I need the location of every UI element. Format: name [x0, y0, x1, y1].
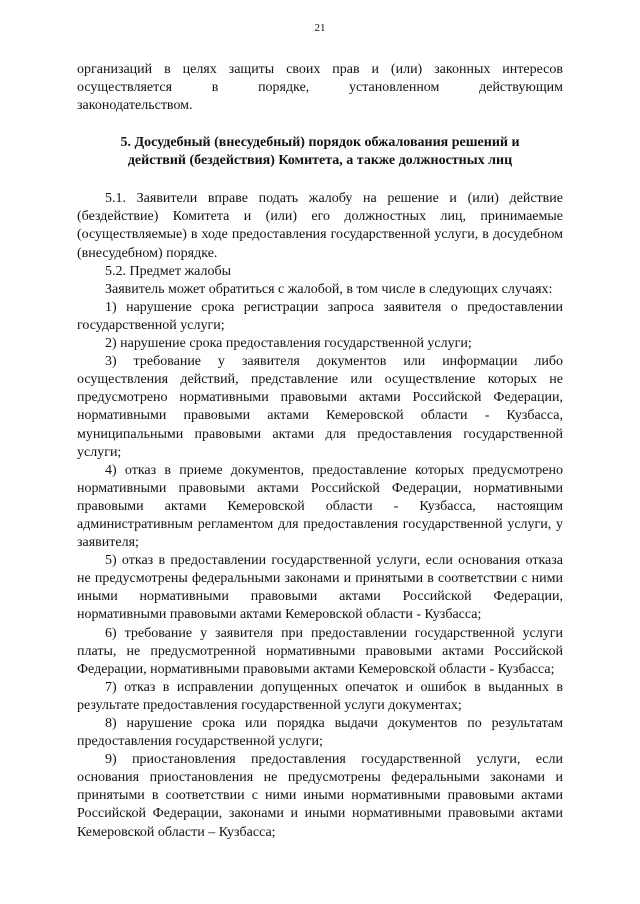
intro-line-2: осуществляется в порядке, установленном действующим: [77, 80, 563, 96]
list-item-1: 1) нарушение срока регистрации запроса заявителя о предоставлении государственной услуги;: [77, 299, 563, 333]
list-item-4: 4) отказ в приеме документов, предоставление которых предусмотрено нормативными правовыми актами Российской Федерации, нормативными правовыми актами Кемеровской области - Кузбасса, настоящим административным регламентом для предоставления государственной услуги, у заявителя;: [77, 462, 563, 551]
list-item-7: 7) отказ в исправлении допущенных опечаток и ошибок в выданных в результате предоставления государственной услуги документах;: [77, 679, 563, 713]
section-heading: [77, 134, 563, 170]
list-item-9: 9) приостановления предоставления государственной услуги, если основания приостановления не предусмотрены федеральными законами и принятыми в соответствии с ними иными нормативными правовыми актами Российской Федерации, законами и иными нормативными правовыми актами Кемеровской области – Кузбасса;: [77, 752, 563, 840]
paragraph-complaint-cases: Заявитель может обратиться с жалобой, в том числе в следующих случаях:: [105, 281, 553, 297]
intro-line-3: законодательством.: [77, 98, 193, 114]
list-item-3: 3) требование у заявителя документов или информации либо осуществления действий, представление или осуществление которых не предусмотрено нормативными правовыми актами Российской Федерации, нормативными правовыми актами Кемеровской области - Кузбасса, муниципальными правовыми актами для предоставления государственной услуги;: [77, 354, 563, 460]
section-heading-line-2: действий (бездействия) Комитета, а также должностных лиц: [127, 153, 513, 169]
page-content: [77, 61, 563, 842]
list-item-6: 6) требование у заявителя при предоставлении государственной услуги платы, не предусмотренной нормативными правовыми актами Российской Федерации, нормативными правовыми актами Кемеровской области - Кузбасса;: [77, 625, 563, 677]
section-heading-line-1: 5. Досудебный (внесудебный) порядок обжалования решений и: [120, 135, 520, 151]
list-item-2: 2) нарушение срока предоставления государственной услуги;: [105, 336, 472, 352]
paragraph-5-1: 5.1. Заявители вправе подать жалобу на решение и (или) действие (бездействие) Комитета и (или) его должностных лиц, принимаемые (осуществляемые) в ходе предоставления государственной услуги, в досудебном (внесудебном) порядке.: [77, 191, 563, 261]
page-number: 21: [314, 22, 326, 34]
list-item-5: 5) отказ в предоставлении государственной услуги, если основания отказа не предусмотрены федеральными законами и принятыми в соответствии с ними иными нормативными правовыми актами Российской Федерации, нормативными правовыми актами Кемеровской области - Кузбасса;: [77, 553, 563, 623]
paragraph-5-2-title: 5.2. Предмет жалобы: [105, 263, 231, 279]
list-item-8: 8) нарушение срока или порядка выдачи документов по результатам предоставления государственной услуги;: [77, 716, 563, 750]
intro-line-1: организаций в целях защиты своих прав и (или) законных интересов: [77, 62, 563, 77]
